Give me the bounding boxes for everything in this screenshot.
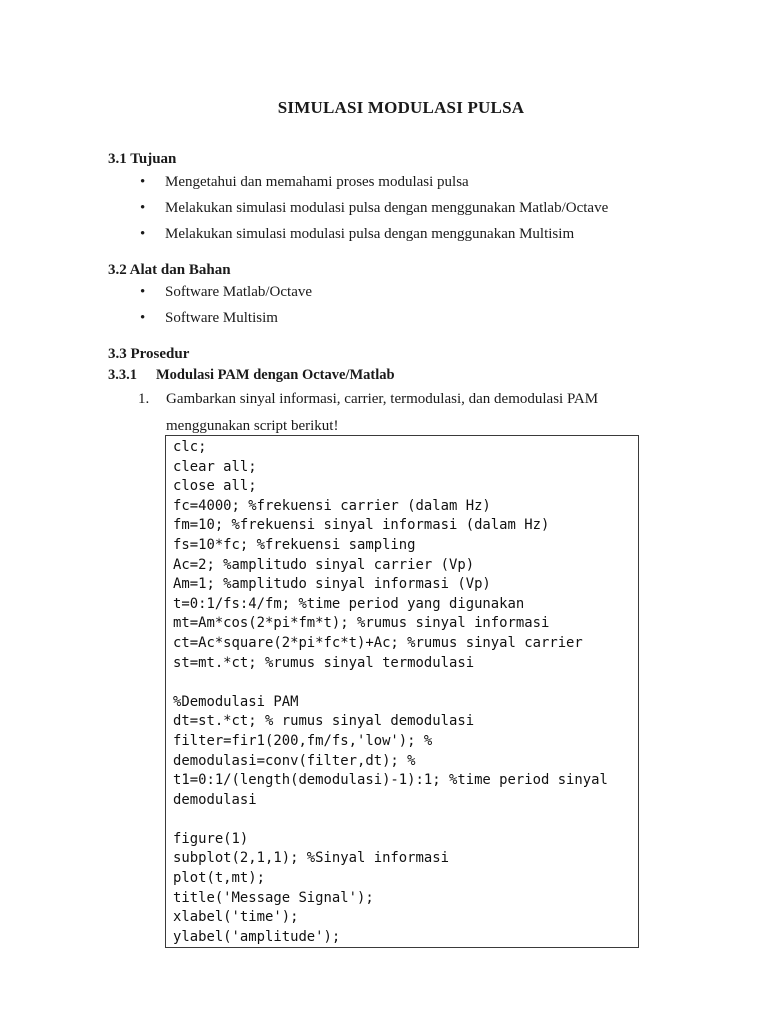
code-block	[165, 435, 639, 948]
code-line: clear all;	[173, 458, 257, 475]
code-line: %Demodulasi PAM	[173, 693, 299, 710]
code-line: mt=Am*cos(2*pi*fm*t); %rumus sinyal informasi	[173, 615, 550, 632]
code-line: dt=st.*ct; % rumus sinyal demodulasi	[173, 713, 475, 730]
subsection-number: 3.3.1	[108, 367, 137, 383]
code-line	[173, 673, 608, 693]
subsection-heading	[108, 367, 395, 384]
section-heading-alat-bahan: 3.2 Alat dan Bahan	[108, 262, 231, 278]
bullet-icon: •	[140, 200, 146, 216]
document-title: SIMULASI MODULASI PULSA	[277, 98, 525, 117]
code-line: filter=fir1(200,fm/fs,'low'); %	[173, 732, 433, 749]
code-line: ylabel('amplitude');	[173, 928, 341, 945]
code-line: Ac=2; %amplitudo sinyal carrier (Vp)	[173, 556, 475, 573]
step-text: Gambarkan sinyal informasi, carrier, termodulasi, dan demodulasi PAM menggunakan script berikut!	[166, 391, 599, 434]
code-line: t1=0:1/(length(demodulasi)-1):1; %time period sinyal	[173, 772, 608, 789]
bullet-icon: •	[140, 284, 146, 300]
code-line: ct=Ac*square(2*pi*fc*t)+Ac; %rumus sinyal carrier	[173, 634, 583, 651]
bullet-icon: •	[140, 174, 146, 190]
list-item-text: Mengetahui dan memahami proses modulasi pulsa	[165, 174, 469, 190]
code-line: fs=10*fc; %frekuensi sampling	[173, 536, 416, 553]
code-line: st=mt.*ct; %rumus sinyal termodulasi	[173, 654, 475, 671]
code-line: subplot(2,1,1); %Sinyal informasi	[173, 850, 449, 867]
code-line: demodulasi=conv(filter,dt); %	[173, 752, 416, 769]
code-content	[173, 438, 608, 947]
bullet-icon: •	[140, 310, 146, 326]
bullet-icon: •	[140, 226, 146, 242]
section-heading-prosedur: 3.3 Prosedur	[108, 346, 190, 362]
code-line: demodulasi	[173, 791, 257, 808]
code-line: fm=10; %frekuensi sinyal informasi (dalam Hz)	[173, 517, 550, 534]
code-line: t=0:1/fs:4/fm; %time period yang digunakan	[173, 595, 525, 612]
code-line: close all;	[173, 478, 257, 495]
code-line: Am=1; %amplitudo sinyal informasi (Vp)	[173, 576, 491, 593]
code-line: figure(1)	[173, 830, 249, 847]
code-line: xlabel('time');	[173, 909, 299, 926]
code-line: plot(t,mt);	[173, 870, 265, 887]
list-item-text: Melakukan simulasi modulasi pulsa dengan menggunakan Multisim	[165, 226, 575, 242]
list-item-text: Software Matlab/Octave	[165, 284, 313, 300]
code-line: clc;	[173, 439, 207, 455]
code-line: fc=4000; %frekuensi carrier (dalam Hz)	[173, 497, 491, 514]
code-line	[173, 810, 608, 830]
subsection-title: Modulasi PAM dengan Octave/Matlab	[156, 367, 395, 383]
section-heading-tujuan: 3.1 Tujuan	[108, 151, 177, 167]
step-number: 1.	[138, 391, 150, 407]
list-item-text: Melakukan simulasi modulasi pulsa dengan menggunakan Matlab/Octave	[165, 200, 609, 216]
list-item-text: Software Multisim	[165, 310, 278, 326]
code-line: title('Message Signal');	[173, 889, 374, 906]
